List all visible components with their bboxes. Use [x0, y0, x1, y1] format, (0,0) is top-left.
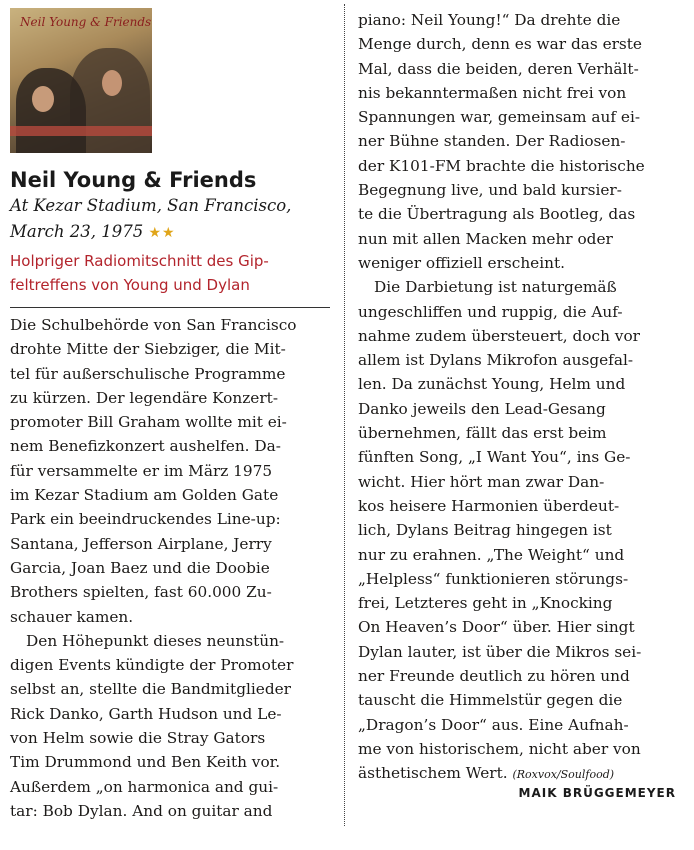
body-line: übernehmen, fällt das erst beim — [358, 424, 607, 443]
teaser-line-1: Holpriger Radiomitschnitt des Gip- — [10, 252, 269, 270]
body-line: Brothers spielten, fast 60.000 Zu- — [10, 583, 272, 602]
body-line: selbst an, stellte die Bandmitglieder — [10, 680, 291, 699]
body-line: promoter Bill Graham wollte mit ei- — [10, 413, 287, 432]
body-line: Die Darbietung ist naturgemäß — [374, 278, 617, 297]
right-column — [358, 8, 682, 800]
body-line: piano: Neil Young!“ Da drehte die — [358, 11, 621, 29]
teaser-line-2: feltreffens von Young und Dylan — [10, 276, 250, 294]
body-line: nur zu erahnen. „The Weight“ und — [358, 545, 625, 564]
body-line: im Kezar Stadium am Golden Gate — [10, 486, 279, 505]
body-line: tel für außerschulische Programme — [10, 364, 286, 383]
body-line: allem ist Dylans Mikrofon ausgefal- — [358, 351, 634, 370]
body-line: Mal, dass die beiden, deren Verhält- — [358, 59, 639, 78]
body-line: frei, Letzteres geht in „Knocking — [358, 594, 613, 613]
body-line: zu kürzen. Der legendäre Konzert- — [10, 388, 278, 407]
body-line: nis bekanntermaßen nicht frei von — [358, 83, 627, 102]
album-cover-image — [10, 8, 152, 153]
body-line: Die Schulbehörde von San Francisco — [10, 316, 297, 334]
body-line-text: ästhetischem Wert. — [358, 764, 508, 783]
body-line: On Heaven’s Door“ über. Hier singt — [358, 618, 635, 637]
body-line: Den Höhepunkt dieses neunstün- — [26, 631, 285, 650]
body-line: Menge durch, denn es war das erste — [358, 35, 642, 54]
body-line: Garcia, Joan Baez und die Doobie — [10, 558, 270, 577]
body-line: ungeschliffen und ruppig, die Auf- — [358, 302, 623, 321]
body-line: kos heisere Harmonien überdeut- — [358, 496, 620, 515]
body-line: Tim Drummond und Ben Keith vor. — [10, 753, 281, 772]
label-credit: (Roxvox/Soulfood) — [512, 768, 615, 782]
body-line: Spannungen war, gemeinsam auf ei- — [358, 108, 641, 127]
body-line: nun mit allen Macken mehr oder — [358, 229, 613, 248]
body-line: drohte Mitte der Siebziger, die Mit- — [10, 340, 286, 359]
body-line: „Helpless“ funktionieren störungs- — [358, 569, 629, 588]
cover-art-lettering: Neil Young & Friends — [20, 15, 152, 29]
author-byline: MAIK BRÜGGEMEYER — [518, 785, 676, 800]
body-line: für versammelte er im März 1975 — [10, 461, 273, 480]
left-column — [10, 8, 330, 823]
body-line-last — [358, 761, 682, 785]
column-divider — [344, 4, 345, 826]
body-line: Santana, Jefferson Airplane, Jerry — [10, 534, 272, 553]
body-line: ner Freunde deutlich zu hören und — [358, 667, 630, 686]
body-line: schauer kamen. — [10, 607, 134, 626]
body-line: me von historischem, nicht aber von — [358, 739, 641, 758]
body-line: Rick Danko, Garth Hudson und Le- — [10, 704, 282, 723]
body-line: te die Übertragung als Bootleg, das — [358, 205, 636, 224]
date-rating-line — [10, 219, 330, 246]
body-line: tauscht die Himmelstür gegen die — [358, 691, 623, 710]
body-line: „Dragon’s Door“ aus. Eine Aufnah- — [358, 715, 629, 734]
body-line: weniger offiziell erscheint. — [358, 253, 565, 272]
album-title: Neil Young & Friends — [10, 168, 257, 192]
body-line: Danko jeweils den Lead-Gesang — [358, 399, 606, 418]
section-divider — [10, 307, 330, 308]
body-line: tar: Bob Dylan. And on guitar and — [10, 801, 273, 820]
body-line: nem Benefizkonzert aushelfen. Da- — [10, 437, 281, 456]
body-line: Außerdem „on harmonica and gui- — [10, 777, 279, 796]
body-line: digen Events kündigte der Promoter — [10, 656, 294, 675]
body-line: wicht. Hier hört man zwar Dan- — [358, 472, 605, 491]
body-line: der K101-FM brachte die historische — [358, 156, 645, 175]
body-line: fünften Song, „I Want You“, ins Ge- — [358, 448, 631, 467]
body-line: Park ein beeindruckendes Line-up: — [10, 510, 281, 529]
rating-stars: ★★ — [148, 225, 176, 241]
body-line: Dylan lauter, ist über die Mikros sei- — [358, 642, 642, 661]
body-line: len. Da zunächst Young, Helm und — [358, 375, 626, 394]
body-line: lich, Dylans Beitrag hingegen ist — [358, 521, 612, 540]
venue-line: At Kezar Stadium, San Francisco, — [10, 196, 292, 215]
body-line: Begegnung live, und bald kursier- — [358, 181, 622, 200]
left-body-text — [10, 313, 330, 823]
body-line: von Helm sowie die Stray Gators — [10, 729, 266, 748]
release-date: March 23, 1975 — [10, 222, 144, 241]
body-line: nahme zudem übersteuert, doch vor — [358, 326, 640, 345]
body-line: ner Bühne standen. Der Radiosen- — [358, 132, 626, 151]
